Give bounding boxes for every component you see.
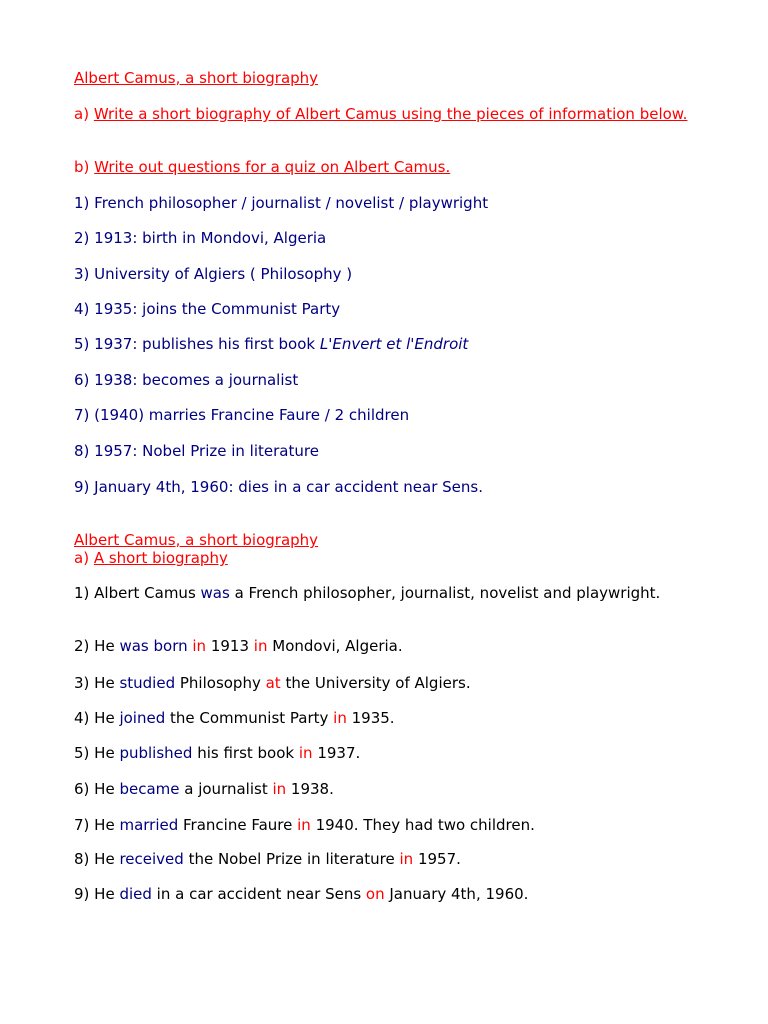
sentence-segment: 4) He — [74, 709, 120, 727]
bio-sentence — [74, 744, 694, 762]
section2-title: Albert Camus, a short biography — [74, 531, 319, 549]
sentence-segment: January 4th, 1960. — [384, 885, 529, 903]
task-b-text: Write out questions for a quiz on Albert Camus. — [94, 158, 451, 176]
sentence-segment: the University of Algiers. — [280, 674, 471, 692]
sentence-segment: 3) He — [74, 674, 120, 692]
sentence-segment: a French philosopher, journalist, novelist and playwright. — [229, 584, 661, 602]
sentence-segment: in a car accident near Sens — [151, 885, 366, 903]
task-a-prefix: a) — [74, 105, 90, 123]
sentence-segment: on — [365, 885, 385, 903]
sentence-segment: 1940. They had two children. — [310, 816, 535, 834]
bio-sentence — [74, 674, 694, 692]
sentence-segment: in — [272, 780, 287, 798]
sentence-segment: joined — [119, 709, 166, 727]
sentence-segment: 1938. — [286, 780, 334, 798]
bio-sentence — [74, 637, 694, 655]
sentence-segment: his first book — [192, 744, 299, 762]
sentence-segment: was born — [119, 637, 188, 655]
sentence-segment: 8) He — [74, 850, 120, 868]
sentence-segment: received — [119, 850, 184, 868]
sentence-segment: married — [119, 816, 179, 834]
sentence-segment: in — [192, 637, 207, 655]
fact-item: 8) 1957: Nobel Prize in literature — [74, 442, 319, 460]
sentence-segment: the Nobel Prize in literature — [183, 850, 400, 868]
bio-sentence — [74, 816, 694, 834]
task-a-text: Write a short biography of Albert Camus using the pieces of information below. — [93, 105, 688, 123]
fact-text: 5) 1937: publishes his first book — [74, 335, 320, 353]
sentence-segment: 7) He — [74, 816, 120, 834]
sentence-segment: became — [119, 780, 180, 798]
sentence-segment: in — [399, 850, 414, 868]
sentence-segment: 1) Albert Camus — [74, 584, 201, 602]
sentence-segment: Francine Faure — [178, 816, 298, 834]
fact-item: 9) January 4th, 1960: dies in a car accident near Sens. — [74, 478, 483, 496]
task-b-prefix: b) — [74, 158, 90, 176]
sentence-segment: 1957. — [413, 850, 461, 868]
sentence-segment: 6) He — [74, 780, 120, 798]
fact-item: 3) University of Algiers ( Philosophy ) — [74, 265, 353, 283]
bio-sentence — [74, 885, 694, 903]
sentence-segment: 1937. — [312, 744, 361, 762]
sentence-segment: in — [297, 816, 311, 834]
bio-sentence — [74, 584, 694, 602]
sentence-segment: 2) He — [74, 637, 120, 655]
bio-sentence — [74, 709, 694, 727]
section1-title: Albert Camus, a short biography — [74, 69, 319, 87]
sentence-segment: in — [253, 637, 268, 655]
task-b — [74, 158, 694, 176]
sentence-segment: the Communist Party — [165, 709, 334, 727]
section2-subtitle — [74, 549, 694, 567]
sentence-segment: studied — [119, 674, 176, 692]
sentence-segment: Mondovi, Algeria. — [267, 637, 403, 655]
fact-item: 2) 1913: birth in Mondovi, Algeria — [74, 229, 327, 247]
sentence-segment: 1913 — [206, 637, 254, 655]
sentence-segment: 5) He — [74, 744, 120, 762]
sentence-segment: Philosophy — [175, 674, 266, 692]
sentence-segment: published — [119, 744, 193, 762]
fact-item: 1) French philosopher / journalist / novelist / playwright — [74, 194, 489, 212]
sentence-segment: died — [119, 885, 152, 903]
subtitle-prefix: a) — [74, 549, 90, 567]
subtitle-text: A short biography — [93, 549, 228, 567]
sentence-segment: was — [200, 584, 230, 602]
fact-item: 4) 1935: joins the Communist Party — [74, 300, 341, 318]
fact-item: 7) (1940) marries Francine Faure / 2 children — [74, 406, 410, 424]
fact-item — [74, 335, 694, 353]
sentence-segment: a journalist — [179, 780, 273, 798]
sentence-segment: in — [298, 744, 313, 762]
bio-sentence — [74, 850, 694, 868]
task-a — [74, 105, 694, 123]
book-title: L'Envert et l'Endroit — [319, 335, 469, 353]
sentence-segment: in — [333, 709, 347, 727]
sentence-segment: at — [265, 674, 281, 692]
bio-sentence — [74, 780, 694, 798]
sentence-segment: 9) He — [74, 885, 120, 903]
sentence-segment: 1935. — [346, 709, 395, 727]
fact-item: 6) 1938: becomes a journalist — [74, 371, 299, 389]
